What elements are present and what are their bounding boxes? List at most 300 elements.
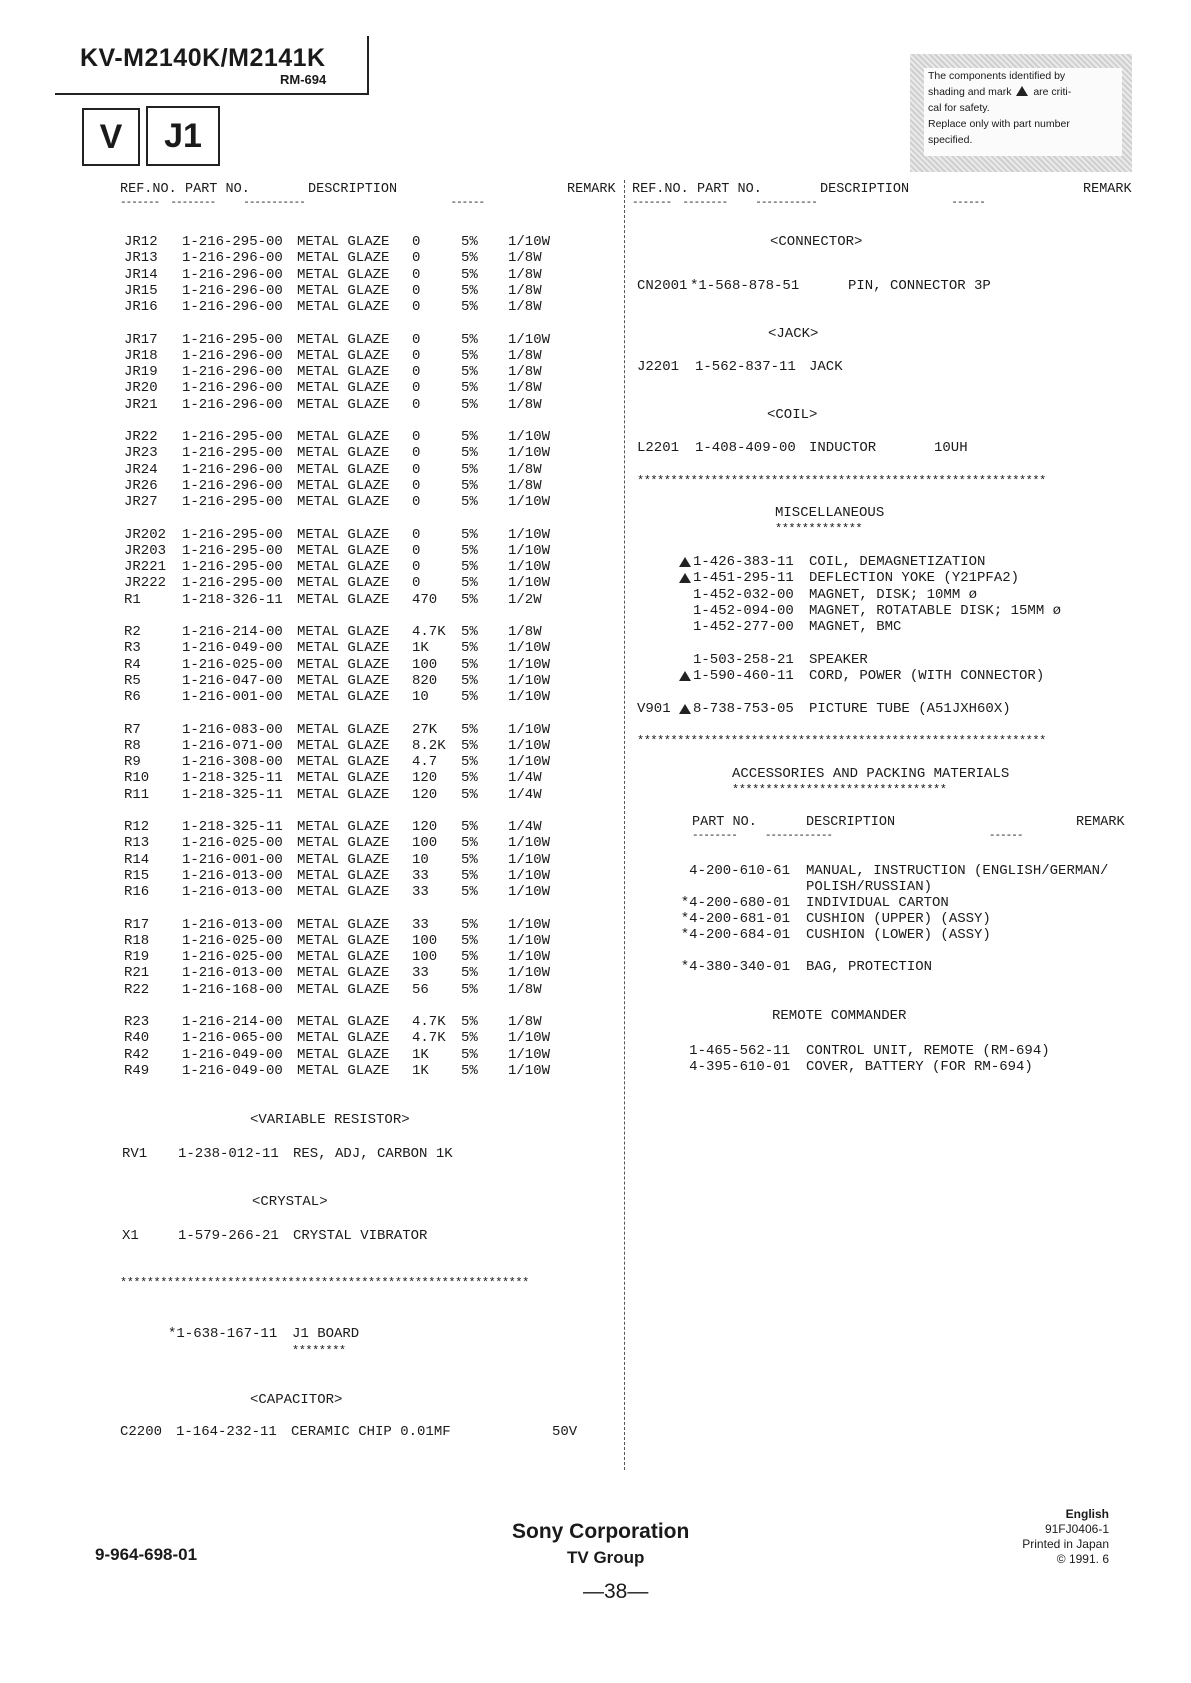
part-no: *4-380-340-01 <box>680 959 790 975</box>
value: 0 <box>412 559 421 576</box>
tolerance: 5% <box>461 380 478 397</box>
wattage: 1/4W <box>508 786 542 803</box>
tolerance: 5% <box>461 949 478 966</box>
table-row <box>124 787 594 803</box>
description: METAL GLAZE <box>297 1062 390 1079</box>
part-no: 1-218-325-11 <box>182 786 283 803</box>
description: METAL GLAZE <box>297 965 390 982</box>
ref-no: R3 <box>124 640 141 657</box>
wattage: 1/8W <box>508 1014 542 1030</box>
remote-model: RM-694 <box>280 72 327 87</box>
table-row <box>124 527 594 543</box>
tolerance: 5% <box>461 542 478 559</box>
ref-no: R23 <box>124 1014 150 1030</box>
tolerance: 5% <box>461 786 478 803</box>
tolerance: 5% <box>461 916 478 933</box>
description: METAL GLAZE <box>297 364 390 381</box>
safety-triangle-icon <box>679 671 691 681</box>
table-row <box>124 267 594 283</box>
description: METAL GLAZE <box>297 347 390 364</box>
table-row <box>637 652 1157 668</box>
table-row <box>124 429 594 445</box>
table-row <box>680 1059 1160 1075</box>
header-underline <box>55 93 369 95</box>
ref-no: JR26 <box>124 477 158 494</box>
tolerance: 5% <box>461 672 478 689</box>
jack-heading: <JACK> <box>768 326 819 342</box>
safety-triangle-icon <box>679 704 691 714</box>
part-no: 1-218-325-11 <box>182 770 283 787</box>
part-no: 1-216-083-00 <box>182 721 283 738</box>
wattage: 1/10W <box>508 1030 551 1047</box>
table-row <box>124 478 594 494</box>
description: SPEAKER <box>809 652 868 668</box>
tolerance: 5% <box>461 689 478 706</box>
tolerance: 5% <box>461 851 478 868</box>
header-divider <box>367 36 369 94</box>
value: 470 <box>412 591 438 608</box>
description: METAL GLAZE <box>297 640 390 657</box>
part-no: 1-218-325-11 <box>182 819 283 835</box>
ref-no: JR12 <box>124 234 158 250</box>
value: 4.7K <box>412 624 446 640</box>
misc-heading: MISCELLANEOUS <box>775 505 885 521</box>
ref-no: JR17 <box>124 331 158 348</box>
description: METAL GLAZE <box>297 656 390 673</box>
table-row <box>124 640 594 656</box>
description: METAL GLAZE <box>297 494 390 511</box>
table-row <box>124 462 594 478</box>
col-part-right: PART NO. <box>697 182 762 197</box>
table-row <box>124 1047 594 1063</box>
table-row <box>124 868 594 884</box>
value: 0 <box>412 461 421 478</box>
part-no: 1-503-258-21 <box>693 652 794 668</box>
part-no: 1-451-295-11 <box>693 570 794 586</box>
description: METAL GLAZE <box>297 624 390 640</box>
table-row <box>124 770 594 786</box>
table-row <box>124 1014 594 1030</box>
value: 0 <box>412 445 421 462</box>
table-row <box>680 863 1160 879</box>
table-row <box>124 559 594 575</box>
description: METAL GLAZE <box>297 266 390 283</box>
ref-no: JR27 <box>124 494 158 511</box>
part-no: 1-216-296-00 <box>182 299 283 316</box>
value: 0 <box>412 380 421 397</box>
ref-no: JR20 <box>124 380 158 397</box>
table-row <box>680 927 1160 943</box>
wattage: 1/10W <box>508 932 551 949</box>
value: 0 <box>412 542 421 559</box>
value: 0 <box>412 477 421 494</box>
wattage: 1/10W <box>508 526 551 543</box>
ref-no: JR221 <box>124 559 167 576</box>
wattage: 1/10W <box>508 234 551 250</box>
tolerance: 5% <box>461 266 478 283</box>
tolerance: 5% <box>461 819 478 835</box>
part-no: 1-216-214-00 <box>182 624 283 640</box>
table-row: X1 1-579-266-21 CRYSTAL VIBRATOR <box>122 1228 428 1244</box>
wattage: 1/10W <box>508 575 551 592</box>
wattage: 1/2W <box>508 591 542 608</box>
description: METAL GLAZE <box>297 721 390 738</box>
ref-no: JR18 <box>124 347 158 364</box>
ref-no: R42 <box>124 1046 150 1063</box>
tolerance: 5% <box>461 835 478 852</box>
value: 33 <box>412 884 429 901</box>
tolerance: 5% <box>461 867 478 884</box>
description: METAL GLAZE <box>297 689 390 706</box>
part-no: 1-452-277-00 <box>693 619 794 635</box>
value: 27K <box>412 721 438 738</box>
description: METAL GLAZE <box>297 754 390 771</box>
wattage: 1/10W <box>508 1046 551 1063</box>
value: 1K <box>412 640 429 657</box>
tolerance: 5% <box>461 494 478 511</box>
part-no: 1-216-047-00 <box>182 672 283 689</box>
col-ref-left: REF.NO. <box>120 182 177 197</box>
part-no: 1-216-049-00 <box>182 1062 283 1079</box>
description: MAGNET, ROTATABLE DISK; 15MM ø <box>809 603 1062 619</box>
description: MAGNET, BMC <box>809 619 902 635</box>
part-no: 1-465-562-11 <box>689 1043 790 1059</box>
acc-col-desc: DESCRIPTION <box>806 815 896 830</box>
table-row <box>124 283 594 299</box>
connector-heading: <CONNECTOR> <box>770 234 863 250</box>
value: 0 <box>412 494 421 511</box>
ref-no: R21 <box>124 965 150 982</box>
safety-triangle-icon <box>679 557 691 567</box>
wattage: 1/10W <box>508 754 551 771</box>
description: CONTROL UNIT, REMOTE (RM-694) <box>806 1043 1050 1059</box>
acc-col-part: PART NO. <box>692 815 757 830</box>
column-divider <box>624 180 625 1470</box>
value: 820 <box>412 672 438 689</box>
value: 1K <box>412 1062 429 1079</box>
value: 120 <box>412 786 438 803</box>
ref-no: R49 <box>124 1062 150 1079</box>
ref-no: R6 <box>124 689 141 706</box>
table-row <box>680 1043 1160 1059</box>
description: METAL GLAZE <box>297 835 390 852</box>
table-row <box>637 570 1157 586</box>
part-no: 1-216-295-00 <box>182 575 283 592</box>
part-no: 1-216-214-00 <box>182 1014 283 1030</box>
table-row <box>637 619 1157 635</box>
part-no: 4-200-610-61 <box>689 863 790 879</box>
part-no: 1-216-296-00 <box>182 396 283 413</box>
wattage: 1/10W <box>508 835 551 852</box>
tolerance: 5% <box>461 526 478 543</box>
value: 4.7K <box>412 1030 446 1047</box>
model-title: KV-M2140K/M2141K <box>80 44 326 72</box>
part-no: 1-216-013-00 <box>182 916 283 933</box>
wattage: 1/10W <box>508 949 551 966</box>
tolerance: 5% <box>461 1030 478 1047</box>
safety-warning-box <box>910 54 1132 172</box>
part-no: 1-216-071-00 <box>182 737 283 754</box>
tolerance: 5% <box>461 640 478 657</box>
description: CUSHION (UPPER) (ASSY) <box>806 911 991 927</box>
wattage: 1/10W <box>508 640 551 657</box>
description: METAL GLAZE <box>297 380 390 397</box>
tolerance: 5% <box>461 737 478 754</box>
tolerance: 5% <box>461 299 478 316</box>
ref-no: JR22 <box>124 429 158 445</box>
table-row <box>637 701 1157 717</box>
footer-code: 91FJ0406-1 <box>1044 1522 1109 1536</box>
wattage: 1/8W <box>508 624 542 640</box>
part-no: 1-452-032-00 <box>693 587 794 603</box>
wattage: 1/8W <box>508 396 542 413</box>
tolerance: 5% <box>461 477 478 494</box>
value: 100 <box>412 932 438 949</box>
table-row <box>124 592 594 608</box>
ref-no: R12 <box>124 819 150 835</box>
part-no: *4-200-684-01 <box>680 927 790 943</box>
description: METAL GLAZE <box>297 932 390 949</box>
description: METAL GLAZE <box>297 786 390 803</box>
ref-no: R17 <box>124 916 150 933</box>
value: 0 <box>412 331 421 348</box>
ref-no: R11 <box>124 786 150 803</box>
ref-no: JR23 <box>124 445 158 462</box>
table-row <box>680 895 1160 911</box>
description: METAL GLAZE <box>297 884 390 901</box>
description: DEFLECTION YOKE (Y21PFA2) <box>809 570 1020 586</box>
description: METAL GLAZE <box>297 672 390 689</box>
wattage: 1/8W <box>508 477 542 494</box>
value: 10 <box>412 851 429 868</box>
ref-no: JR19 <box>124 364 158 381</box>
col-ref-right: REF.NO. <box>632 182 689 197</box>
table-row <box>124 494 594 510</box>
table-row <box>637 603 1157 619</box>
table-row <box>124 364 594 380</box>
tolerance: 5% <box>461 1046 478 1063</box>
ref-no: R19 <box>124 949 150 966</box>
value: 33 <box>412 867 429 884</box>
part-no: *4-200-681-01 <box>680 911 790 927</box>
part-no: 1-216-296-00 <box>182 250 283 267</box>
ref-no: R8 <box>124 737 141 754</box>
wattage: 1/10W <box>508 1062 551 1079</box>
tolerance: 5% <box>461 624 478 640</box>
wattage: 1/10W <box>508 656 551 673</box>
description: METAL GLAZE <box>297 867 390 884</box>
table-row <box>637 554 1157 570</box>
tolerance: 5% <box>461 461 478 478</box>
ref-no: JR222 <box>124 575 167 592</box>
ref-no: R7 <box>124 721 141 738</box>
ref-no: R2 <box>124 624 141 640</box>
description: CUSHION (LOWER) (ASSY) <box>806 927 991 943</box>
safety-warning-text <box>924 68 1122 156</box>
tolerance: 5% <box>461 250 478 267</box>
table-row <box>124 982 594 998</box>
ref-no: JR202 <box>124 526 167 543</box>
wattage: 1/10W <box>508 916 551 933</box>
part-no: 1-216-296-00 <box>182 477 283 494</box>
part-no: 1-216-296-00 <box>182 364 283 381</box>
table-row <box>124 624 594 640</box>
description: BAG, PROTECTION <box>806 959 933 975</box>
warning-line: The components identified by <box>928 70 1066 82</box>
col-underline: ------- -------- ----------- ------ <box>632 197 985 209</box>
warning-line: shading and mark are criti- <box>928 86 1072 98</box>
wattage: 1/10W <box>508 884 551 901</box>
value: 33 <box>412 965 429 982</box>
part-no: 1-216-065-00 <box>182 1030 283 1047</box>
wattage: 1/10W <box>508 851 551 868</box>
table-row <box>124 933 594 949</box>
value: 0 <box>412 266 421 283</box>
part-no: 1-216-295-00 <box>182 445 283 462</box>
description: METAL GLAZE <box>297 1030 390 1047</box>
ref-no: JR16 <box>124 299 158 316</box>
wattage: 1/4W <box>508 819 542 835</box>
part-no: 1-216-025-00 <box>182 656 283 673</box>
description: METAL GLAZE <box>297 981 390 998</box>
table-row <box>124 332 594 348</box>
table-row <box>124 689 594 705</box>
table-row <box>124 299 594 315</box>
tolerance: 5% <box>461 1014 478 1030</box>
table-row <box>637 668 1157 684</box>
tolerance: 5% <box>461 429 478 445</box>
value: 1K <box>412 1046 429 1063</box>
value: 100 <box>412 656 438 673</box>
description: METAL GLAZE <box>297 396 390 413</box>
wattage: 1/8W <box>508 347 542 364</box>
tolerance: 5% <box>461 347 478 364</box>
table-row: C2200 1-164-232-11 CERAMIC CHIP 0.01MF 50V <box>120 1424 578 1440</box>
page-number: —38— <box>583 1580 649 1603</box>
table-row <box>124 234 594 250</box>
part-no: 1-216-049-00 <box>182 640 283 657</box>
part-no: 1-216-295-00 <box>182 559 283 576</box>
ref-no: R1 <box>124 591 141 608</box>
table-row <box>124 1063 594 1079</box>
description: COIL, DEMAGNETIZATION <box>809 554 986 570</box>
description: METAL GLAZE <box>297 250 390 267</box>
tolerance: 5% <box>461 364 478 381</box>
wattage: 1/4W <box>508 770 542 787</box>
section-box-j1: J1 <box>146 106 220 166</box>
description: METAL GLAZE <box>297 526 390 543</box>
part-no: 1-216-296-00 <box>182 380 283 397</box>
description: METAL GLAZE <box>297 282 390 299</box>
table-row <box>124 738 594 754</box>
part-no: 1-216-025-00 <box>182 835 283 852</box>
remote-heading: REMOTE COMMANDER <box>772 1008 907 1024</box>
table-row <box>680 879 1160 895</box>
ref-no: JR24 <box>124 461 158 478</box>
ref-no: JR21 <box>124 396 158 413</box>
value: 56 <box>412 981 429 998</box>
wattage: 1/10W <box>508 721 551 738</box>
part-no: 1-216-025-00 <box>182 932 283 949</box>
tolerance: 5% <box>461 884 478 901</box>
description: METAL GLAZE <box>297 299 390 316</box>
ref-no: JR15 <box>124 282 158 299</box>
value: 0 <box>412 234 421 250</box>
table-row: CN2001 *1-568-878-51 PIN, CONNECTOR 3P <box>637 278 991 294</box>
value: 4.7 <box>412 754 438 771</box>
table-row <box>124 543 594 559</box>
ref-no: R5 <box>124 672 141 689</box>
part-no: 1-216-295-00 <box>182 429 283 445</box>
tolerance: 5% <box>461 282 478 299</box>
capacitor-heading: <CAPACITOR> <box>250 1392 343 1408</box>
wattage: 1/8W <box>508 266 542 283</box>
board-underline: ******** <box>292 1344 346 1358</box>
table-row <box>124 380 594 396</box>
ref-no: R9 <box>124 754 141 771</box>
value: 0 <box>412 364 421 381</box>
wattage: 1/10W <box>508 494 551 511</box>
value: 0 <box>412 250 421 267</box>
ref-no: R14 <box>124 851 150 868</box>
tolerance: 5% <box>461 559 478 576</box>
part-no: 1-216-296-00 <box>182 282 283 299</box>
footer-printed: Printed in Japan <box>1022 1537 1109 1551</box>
crystal-heading: <CRYSTAL> <box>252 1194 328 1210</box>
description: POLISH/RUSSIAN) <box>806 879 933 895</box>
table-row <box>124 657 594 673</box>
value: 0 <box>412 396 421 413</box>
value: 120 <box>412 819 438 835</box>
table-row <box>124 819 594 835</box>
tolerance: 5% <box>461 591 478 608</box>
part-no: 1-216-013-00 <box>182 965 283 982</box>
description: METAL GLAZE <box>297 1014 390 1030</box>
value: 0 <box>412 347 421 364</box>
value: 100 <box>412 835 438 852</box>
description: METAL GLAZE <box>297 770 390 787</box>
tolerance: 5% <box>461 656 478 673</box>
description: CORD, POWER (WITH CONNECTOR) <box>809 668 1045 684</box>
table-row <box>680 959 1160 975</box>
table-row <box>124 965 594 981</box>
part-no: 1-216-049-00 <box>182 1046 283 1063</box>
tolerance: 5% <box>461 234 478 250</box>
part-no: 1-216-295-00 <box>182 542 283 559</box>
coil-heading: <COIL> <box>767 407 818 423</box>
stars-divider: ************************************************************* <box>637 474 1046 488</box>
tolerance: 5% <box>461 445 478 462</box>
table-row <box>124 445 594 461</box>
table-row: RV1 1-238-012-11 RES, ADJ, CARBON 1K <box>122 1146 453 1162</box>
description: METAL GLAZE <box>297 331 390 348</box>
ref-no: JR14 <box>124 266 158 283</box>
part-no: 1-216-295-00 <box>182 331 283 348</box>
part-no: 1-216-001-00 <box>182 689 283 706</box>
ref-no: R4 <box>124 656 141 673</box>
wattage: 1/10W <box>508 559 551 576</box>
wattage: 1/8W <box>508 299 542 316</box>
description: METAL GLAZE <box>297 916 390 933</box>
description: METAL GLAZE <box>297 575 390 592</box>
part-no: 4-395-610-01 <box>689 1059 790 1075</box>
company-group: TV Group <box>567 1548 645 1567</box>
board-row: *1-638-167-11 J1 BOARD <box>168 1326 360 1342</box>
table-row <box>124 852 594 868</box>
description: METAL GLAZE <box>297 819 390 835</box>
part-no: 1-452-094-00 <box>693 603 794 619</box>
value: 0 <box>412 282 421 299</box>
